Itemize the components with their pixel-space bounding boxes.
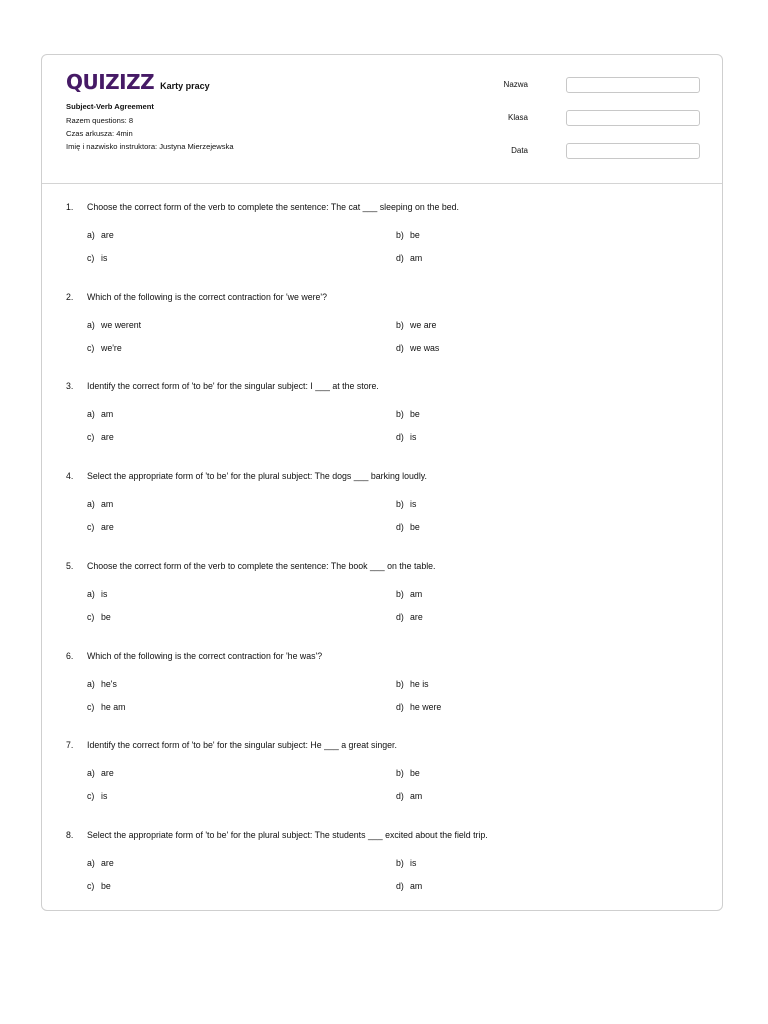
question-text: Which of the following is the correct contraction for 'he was'? [87, 651, 323, 661]
option-a: a) are [87, 230, 114, 240]
option-a: a) am [87, 409, 114, 419]
option-b: b) am [396, 589, 423, 599]
class-field [507, 110, 700, 126]
option-d: d) am [396, 253, 423, 263]
option-d: d) are [396, 612, 423, 622]
option-b: b) he is [396, 679, 429, 689]
question-number: 1. [66, 202, 74, 212]
question-text: Identify the correct form of 'to be' for the singular subject: I ___ at the store. [87, 381, 379, 391]
option-b: b) we are [396, 320, 437, 330]
question-total: Razem questions: 8 [66, 116, 134, 125]
logo-subtitle: Karty pracy [160, 81, 210, 91]
date-label: Data [511, 146, 528, 155]
date-input[interactable] [566, 143, 700, 159]
option-a: a) he's [87, 679, 117, 689]
option-c: c) we're [87, 343, 122, 353]
option-b: b) be [396, 409, 420, 419]
option-b: b) be [396, 768, 420, 778]
class-input[interactable] [566, 110, 700, 126]
question-number: 2. [66, 292, 74, 302]
question-text: Select the appropriate form of 'to be' for the plural subject: The dogs ___ barking loudly. [87, 471, 427, 481]
question-number: 8. [66, 830, 74, 840]
option-c: c) is [87, 791, 108, 801]
name-input[interactable] [566, 77, 700, 93]
question-text: Identify the correct form of 'to be' for the singular subject: He ___ a great singer. [87, 740, 397, 750]
question-number: 3. [66, 381, 74, 391]
option-c: c) be [87, 612, 111, 622]
question-text: Choose the correct form of the verb to complete the sentence: The book ___ on the table. [87, 561, 436, 571]
logo-row [66, 70, 210, 94]
option-d: d) we was [396, 343, 440, 353]
instructor-name: Imię i nazwisko instruktora: Justyna Mierzejewska [66, 142, 234, 151]
option-b: b) is [396, 499, 417, 509]
worksheet-meta [66, 101, 246, 154]
name-label: Nazwa [503, 80, 528, 89]
quizizz-logo: QUIZIZZ [66, 70, 155, 94]
question-text: Which of the following is the correct contraction for 'we were'? [87, 292, 328, 302]
option-c: c) he am [87, 702, 126, 712]
option-a: a) we werent [87, 320, 142, 330]
option-b: b) be [396, 230, 420, 240]
option-d: d) is [396, 432, 417, 442]
option-c: c) are [87, 522, 114, 532]
question-number: 6. [66, 651, 74, 661]
question-number: 5. [66, 561, 74, 571]
option-a: a) am [87, 499, 114, 509]
sheet-time: Czas arkusza: 4min [66, 129, 133, 138]
option-d: d) be [396, 522, 420, 532]
option-a: a) is [87, 589, 108, 599]
option-c: c) be [87, 881, 111, 891]
date-field [512, 143, 700, 159]
option-b: b) is [396, 858, 417, 868]
option-d: d) am [396, 791, 423, 801]
option-d: d) am [396, 881, 423, 891]
question-text: Choose the correct form of the verb to complete the sentence: The cat ___ sleeping on the bed. [87, 202, 459, 212]
question-number: 4. [66, 471, 74, 481]
question-text: Select the appropriate form of 'to be' for the plural subject: The students ___ excited about the field trip. [87, 830, 488, 840]
option-a: a) are [87, 768, 114, 778]
worksheet-header [42, 55, 722, 184]
option-d: d) he were [396, 702, 442, 712]
question-number: 7. [66, 740, 74, 750]
name-field [503, 77, 700, 93]
class-label: Klasa [507, 113, 528, 122]
option-c: c) is [87, 253, 108, 263]
option-c: c) are [87, 432, 114, 442]
worksheet-title: Subject-Verb Agreement [66, 102, 154, 111]
worksheet [41, 54, 723, 911]
option-a: a) are [87, 858, 114, 868]
